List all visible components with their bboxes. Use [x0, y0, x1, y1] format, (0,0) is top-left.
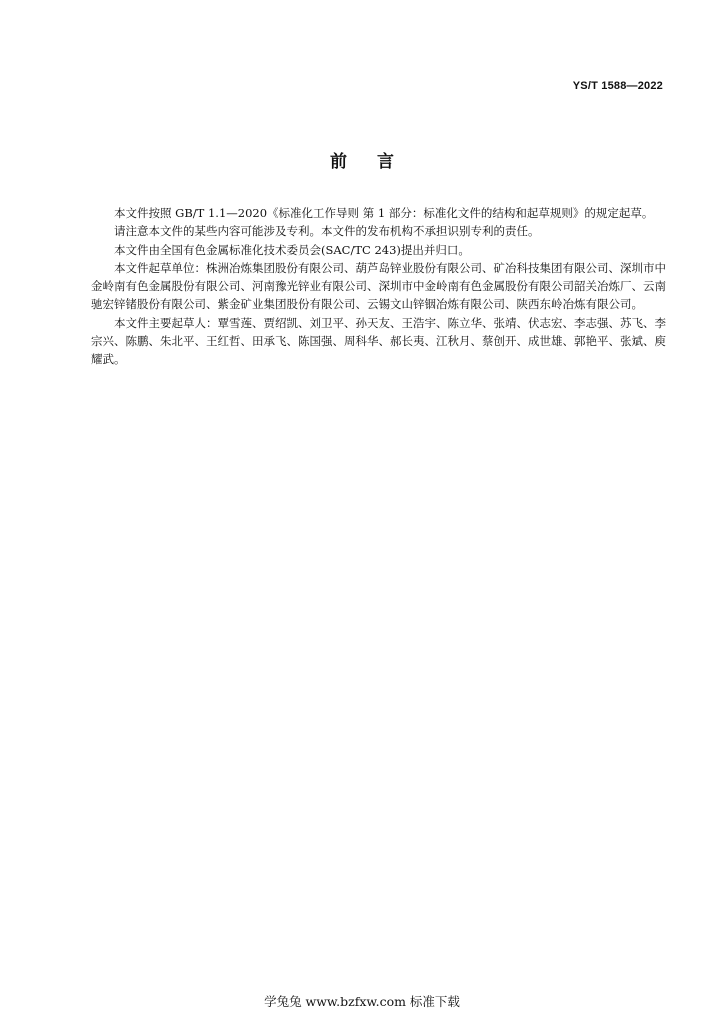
foreword-body	[91, 204, 666, 369]
paragraph-drafting-rules: 本文件按照 GB/T 1.1—2020《标准化工作导则 第 1 部分：标准化文件的结构和起草规则》的规定起草。	[114, 206, 654, 220]
standard-code: YS/T 1588—2022	[572, 80, 663, 92]
footer-watermark: 学兔兔 www.bzfxw.com 标准下载	[264, 994, 460, 1009]
paragraph-drafters: 本文件主要起草人：覃雪莲、贾绍凯、刘卫平、孙天友、王浩宇、陈立华、张靖、伏志宏、李志强、苏飞、李宗兴、陈鹏、朱北平、王红哲、田承飞、陈国强、周科华、郝长夷、江秋月、蔡创开、成世雄、郭艳平、张斌、庾耀武。	[91, 315, 666, 367]
paragraph-drafting-units: 本文件起草单位：株洲冶炼集团股份有限公司、葫芦岛锌业股份有限公司、矿冶科技集团有限公司、深圳市中金岭南有色金属股份有限公司、河南豫光锌业有限公司、深圳市中金岭南有色金属股份有限公司韶关冶炼厂、云南驰宏锌锗股份有限公司、紫金矿业集团股份有限公司、云锡文山锌铟冶炼有限公司、陕西东岭冶炼有限公司。	[91, 260, 666, 312]
page-heading: 前言	[330, 152, 424, 172]
paragraph-committee: 本文件由全国有色金属标准化技术委员会(SAC/TC 243)提出并归口。	[114, 242, 470, 257]
paragraph-patent-notice: 请注意本文件的某些内容可能涉及专利。本文件的发布机构不承担识别专利的责任。	[114, 224, 540, 239]
